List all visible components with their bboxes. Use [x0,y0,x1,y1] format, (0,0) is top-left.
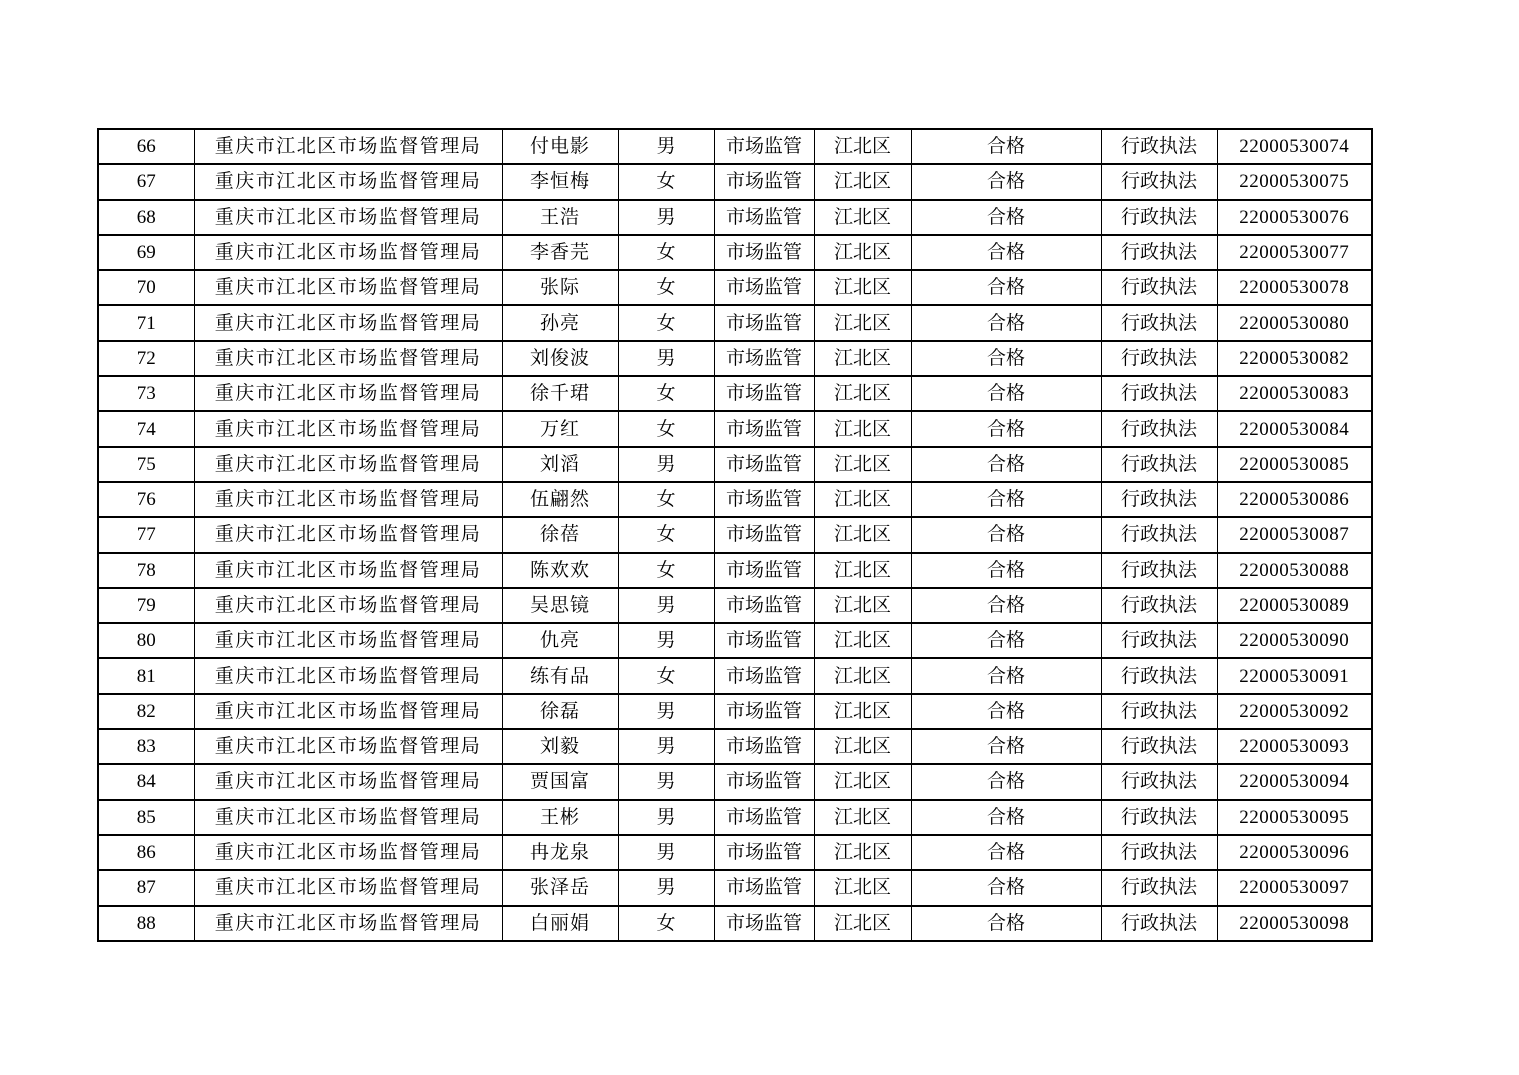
cell-gender: 男 [618,129,714,164]
cell-gender: 女 [618,517,714,552]
cell-no: 77 [98,517,194,552]
cell-result: 合格 [911,517,1101,552]
cell-result: 合格 [911,411,1101,446]
cell-cert_no: 22000530086 [1217,482,1372,517]
cell-category: 市场监管 [714,447,814,482]
table-row [98,623,1372,658]
cell-unit: 重庆市江北区市场监督管理局 [194,164,502,199]
cell-result: 合格 [911,270,1101,305]
cell-cert_no: 22000530098 [1217,906,1372,941]
cell-unit: 重庆市江北区市场监督管理局 [194,906,502,941]
cell-no: 82 [98,694,194,729]
cell-district: 江北区 [814,411,911,446]
table-row [98,835,1372,870]
table-row [98,164,1372,199]
table-row [98,305,1372,340]
cell-category: 市场监管 [714,517,814,552]
cell-gender: 男 [618,870,714,905]
cell-district: 江北区 [814,129,911,164]
cell-no: 75 [98,447,194,482]
cell-name: 刘滔 [502,447,618,482]
cell-no: 76 [98,482,194,517]
cell-cert_no: 22000530091 [1217,658,1372,693]
cell-category: 市场监管 [714,623,814,658]
cell-type: 行政执法 [1101,270,1217,305]
table-row [98,376,1372,411]
cell-district: 江北区 [814,553,911,588]
table-row [98,658,1372,693]
cell-no: 87 [98,870,194,905]
cell-cert_no: 22000530094 [1217,764,1372,799]
cell-name: 付电影 [502,129,618,164]
cell-unit: 重庆市江北区市场监督管理局 [194,553,502,588]
cell-name: 孙亮 [502,305,618,340]
cell-name: 陈欢欢 [502,553,618,588]
cell-category: 市场监管 [714,200,814,235]
cell-gender: 男 [618,729,714,764]
cell-gender: 女 [618,164,714,199]
cell-gender: 男 [618,341,714,376]
cell-gender: 女 [618,553,714,588]
table-row [98,447,1372,482]
cell-category: 市场监管 [714,270,814,305]
table-row [98,517,1372,552]
cell-district: 江北区 [814,235,911,270]
cell-type: 行政执法 [1101,694,1217,729]
cell-type: 行政执法 [1101,164,1217,199]
cell-gender: 男 [618,588,714,623]
cell-unit: 重庆市江北区市场监督管理局 [194,588,502,623]
cell-unit: 重庆市江北区市场监督管理局 [194,658,502,693]
cell-unit: 重庆市江北区市场监督管理局 [194,447,502,482]
cell-cert_no: 22000530097 [1217,870,1372,905]
cell-district: 江北区 [814,729,911,764]
cell-cert_no: 22000530080 [1217,305,1372,340]
cell-category: 市场监管 [714,305,814,340]
cell-category: 市场监管 [714,376,814,411]
cell-category: 市场监管 [714,729,814,764]
cell-unit: 重庆市江北区市场监督管理局 [194,376,502,411]
cell-type: 行政执法 [1101,482,1217,517]
cell-category: 市场监管 [714,129,814,164]
cell-category: 市场监管 [714,235,814,270]
cell-no: 68 [98,200,194,235]
cell-district: 江北区 [814,588,911,623]
cell-district: 江北区 [814,835,911,870]
cell-cert_no: 22000530084 [1217,411,1372,446]
cell-cert_no: 22000530090 [1217,623,1372,658]
cell-no: 69 [98,235,194,270]
cell-no: 74 [98,411,194,446]
cell-type: 行政执法 [1101,341,1217,376]
cell-result: 合格 [911,729,1101,764]
cell-no: 71 [98,305,194,340]
cell-type: 行政执法 [1101,553,1217,588]
cell-type: 行政执法 [1101,376,1217,411]
cell-name: 练有品 [502,658,618,693]
cell-result: 合格 [911,764,1101,799]
cell-result: 合格 [911,376,1101,411]
cell-type: 行政执法 [1101,305,1217,340]
cell-district: 江北区 [814,305,911,340]
cell-unit: 重庆市江北区市场监督管理局 [194,835,502,870]
cell-name: 仇亮 [502,623,618,658]
cell-category: 市场监管 [714,482,814,517]
cell-name: 李香芫 [502,235,618,270]
cell-cert_no: 22000530096 [1217,835,1372,870]
cell-result: 合格 [911,482,1101,517]
table-row [98,588,1372,623]
cell-result: 合格 [911,341,1101,376]
cell-unit: 重庆市江北区市场监督管理局 [194,270,502,305]
cell-type: 行政执法 [1101,588,1217,623]
cell-category: 市场监管 [714,870,814,905]
cell-gender: 女 [618,235,714,270]
cell-unit: 重庆市江北区市场监督管理局 [194,764,502,799]
cell-type: 行政执法 [1101,235,1217,270]
cell-no: 84 [98,764,194,799]
cell-type: 行政执法 [1101,623,1217,658]
table-row [98,553,1372,588]
cell-unit: 重庆市江北区市场监督管理局 [194,235,502,270]
cell-cert_no: 22000530075 [1217,164,1372,199]
cell-gender: 男 [618,200,714,235]
cell-name: 伍翩然 [502,482,618,517]
cell-type: 行政执法 [1101,800,1217,835]
cell-type: 行政执法 [1101,729,1217,764]
cell-unit: 重庆市江北区市场监督管理局 [194,729,502,764]
cell-no: 83 [98,729,194,764]
cell-result: 合格 [911,129,1101,164]
cell-cert_no: 22000530082 [1217,341,1372,376]
cell-category: 市场监管 [714,411,814,446]
table-row [98,235,1372,270]
cell-district: 江北区 [814,482,911,517]
cell-gender: 女 [618,305,714,340]
cell-cert_no: 22000530095 [1217,800,1372,835]
cell-district: 江北区 [814,447,911,482]
cell-district: 江北区 [814,517,911,552]
cell-district: 江北区 [814,658,911,693]
cell-cert_no: 22000530074 [1217,129,1372,164]
table-row [98,764,1372,799]
cell-no: 81 [98,658,194,693]
cell-unit: 重庆市江北区市场监督管理局 [194,129,502,164]
cell-cert_no: 22000530078 [1217,270,1372,305]
cell-unit: 重庆市江北区市场监督管理局 [194,623,502,658]
cell-unit: 重庆市江北区市场监督管理局 [194,341,502,376]
cell-name: 李恒梅 [502,164,618,199]
cell-name: 白丽娟 [502,906,618,941]
cell-district: 江北区 [814,341,911,376]
cell-gender: 男 [618,447,714,482]
cell-name: 徐千珺 [502,376,618,411]
cell-category: 市场监管 [714,588,814,623]
cell-unit: 重庆市江北区市场监督管理局 [194,800,502,835]
cell-type: 行政执法 [1101,517,1217,552]
cell-name: 王浩 [502,200,618,235]
cell-category: 市场监管 [714,658,814,693]
table-row [98,482,1372,517]
cell-cert_no: 22000530077 [1217,235,1372,270]
cell-district: 江北区 [814,376,911,411]
cell-result: 合格 [911,658,1101,693]
cell-name: 王彬 [502,800,618,835]
cell-type: 行政执法 [1101,835,1217,870]
cell-cert_no: 22000530085 [1217,447,1372,482]
cell-district: 江北区 [814,906,911,941]
cell-no: 70 [98,270,194,305]
cell-result: 合格 [911,906,1101,941]
cell-name: 张际 [502,270,618,305]
cell-name: 万红 [502,411,618,446]
cell-cert_no: 22000530088 [1217,553,1372,588]
cell-category: 市场监管 [714,800,814,835]
cell-result: 合格 [911,447,1101,482]
table-row [98,870,1372,905]
cell-category: 市场监管 [714,553,814,588]
cell-cert_no: 22000530076 [1217,200,1372,235]
table-row [98,129,1372,164]
cell-no: 86 [98,835,194,870]
table-row [98,411,1372,446]
cell-type: 行政执法 [1101,411,1217,446]
cell-name: 刘俊波 [502,341,618,376]
cell-unit: 重庆市江北区市场监督管理局 [194,694,502,729]
cell-unit: 重庆市江北区市场监督管理局 [194,411,502,446]
cell-no: 66 [98,129,194,164]
cell-name: 冉龙泉 [502,835,618,870]
cell-gender: 男 [618,835,714,870]
cell-district: 江北区 [814,200,911,235]
cell-unit: 重庆市江北区市场监督管理局 [194,517,502,552]
table-row [98,200,1372,235]
cell-name: 贾国富 [502,764,618,799]
cell-no: 67 [98,164,194,199]
cell-result: 合格 [911,200,1101,235]
cell-district: 江北区 [814,270,911,305]
table-row [98,729,1372,764]
cell-result: 合格 [911,305,1101,340]
cell-category: 市场监管 [714,164,814,199]
cell-gender: 男 [618,623,714,658]
cell-district: 江北区 [814,694,911,729]
cell-gender: 女 [618,411,714,446]
cell-no: 80 [98,623,194,658]
cell-no: 88 [98,906,194,941]
cell-cert_no: 22000530093 [1217,729,1372,764]
table-body [98,129,1372,941]
cell-name: 徐蓓 [502,517,618,552]
table-row [98,906,1372,941]
cell-type: 行政执法 [1101,870,1217,905]
cell-gender: 女 [618,270,714,305]
cell-unit: 重庆市江北区市场监督管理局 [194,200,502,235]
cell-district: 江北区 [814,870,911,905]
cell-category: 市场监管 [714,835,814,870]
cell-no: 72 [98,341,194,376]
table-row [98,800,1372,835]
cell-cert_no: 22000530089 [1217,588,1372,623]
cell-name: 徐磊 [502,694,618,729]
cell-result: 合格 [911,235,1101,270]
cell-type: 行政执法 [1101,658,1217,693]
table-row [98,694,1372,729]
cell-district: 江北区 [814,164,911,199]
table-row [98,341,1372,376]
cell-gender: 男 [618,800,714,835]
cell-type: 行政执法 [1101,200,1217,235]
cell-no: 85 [98,800,194,835]
cell-name: 刘毅 [502,729,618,764]
cell-unit: 重庆市江北区市场监督管理局 [194,305,502,340]
cell-result: 合格 [911,835,1101,870]
cell-no: 78 [98,553,194,588]
cell-unit: 重庆市江北区市场监督管理局 [194,870,502,905]
cell-result: 合格 [911,800,1101,835]
cell-gender: 男 [618,764,714,799]
cell-district: 江北区 [814,800,911,835]
cell-gender: 女 [618,658,714,693]
cell-result: 合格 [911,694,1101,729]
cell-result: 合格 [911,623,1101,658]
cell-cert_no: 22000530092 [1217,694,1372,729]
cell-type: 行政执法 [1101,906,1217,941]
cell-category: 市场监管 [714,906,814,941]
cell-district: 江北区 [814,764,911,799]
cell-name: 吴思镜 [502,588,618,623]
cell-gender: 女 [618,376,714,411]
cell-gender: 女 [618,906,714,941]
personnel-certificate-table [97,128,1373,942]
cell-unit: 重庆市江北区市场监督管理局 [194,482,502,517]
cell-result: 合格 [911,588,1101,623]
cell-type: 行政执法 [1101,129,1217,164]
cell-category: 市场监管 [714,694,814,729]
cell-no: 73 [98,376,194,411]
cell-result: 合格 [911,164,1101,199]
cell-type: 行政执法 [1101,447,1217,482]
cell-cert_no: 22000530083 [1217,376,1372,411]
cell-category: 市场监管 [714,341,814,376]
cell-type: 行政执法 [1101,764,1217,799]
cell-result: 合格 [911,553,1101,588]
cell-gender: 男 [618,694,714,729]
cell-gender: 女 [618,482,714,517]
cell-result: 合格 [911,870,1101,905]
cell-name: 张泽岳 [502,870,618,905]
cell-district: 江北区 [814,623,911,658]
cell-cert_no: 22000530087 [1217,517,1372,552]
cell-no: 79 [98,588,194,623]
table-row [98,270,1372,305]
cell-category: 市场监管 [714,764,814,799]
